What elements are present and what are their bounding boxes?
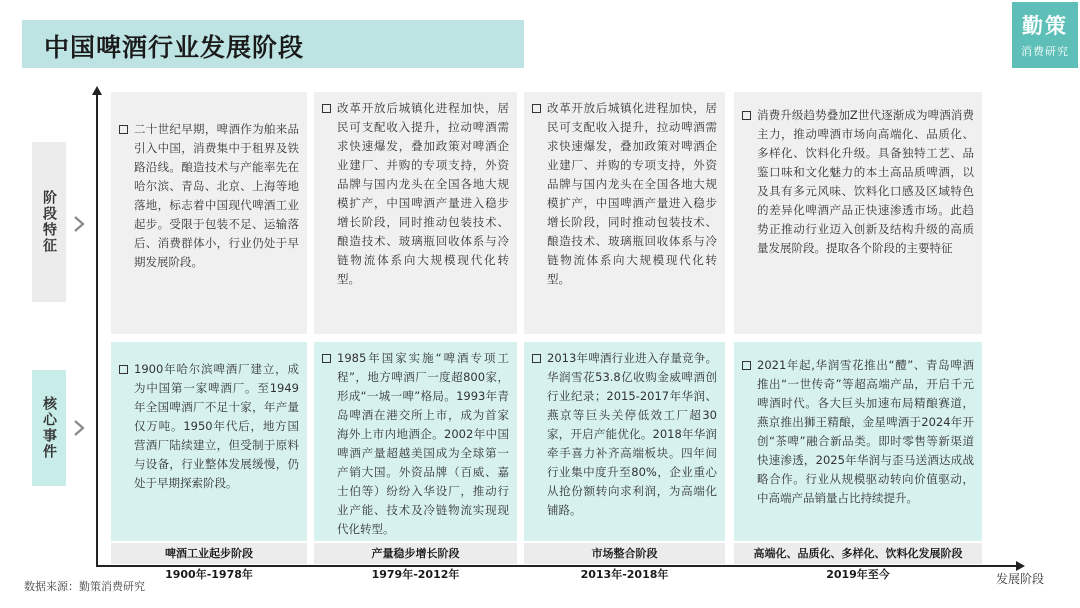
stage-name-3: 市场整合阶段 xyxy=(524,543,725,564)
stage-name-1: 啤酒工业起步阶段 xyxy=(111,543,307,564)
feature-text: 改革开放后城镇化进程加快，居民可支配收入提升，拉动啤酒需求快速爆发，叠加政策对啤酒企业建厂、并购的专项支持，外资品牌与国内龙头在全国各地大规模扩产，中国啤酒产量进入稳步增长阶段，同时推动包装技术、酿造技术、玻璃瓶回收体系与冷链物流体系向大规模现代化转型。 xyxy=(547,101,717,286)
checkbox-bullet-icon xyxy=(742,361,751,370)
event-text: 2021年起,华润雪花推出“醴”、青岛啤酒推出“一世传奇”等超高端产品，开启千元啤酒时代。各大巨头加速布局精酿赛道，燕京推出狮王精酿，金星啤酒于2024年开创“茶啤”融合新品类。即时零售等新渠道快速渗透，2025年华润与歪马送酒达成战略合作。行业从规模驱动转向价值驱动，中高端产品销量占比持续提升。 xyxy=(757,358,974,505)
feature-card-stage-1 xyxy=(111,92,307,334)
event-text: 1985年国家实施“啤酒专项工程”，地方啤酒厂一度超800家，形成“一城一啤”格局。1993年青岛啤酒在港交所上市，成为首家海外上市内地酒企。2002年中国啤酒产量超越美国成为全球第一产销大国。外资品牌（百威、嘉士伯等）纷纷入华设厂，推动行业产能、技术及冷链物流实现现代化转型。 xyxy=(337,351,509,536)
row-label-features: 阶段特征 xyxy=(32,142,66,302)
brand-logo xyxy=(1012,2,1078,68)
feature-text: 消费升级趋势叠加Z世代逐渐成为啤酒消费主力，推动啤酒市场向高端化、品质化、多样化、饮料化升级。具备独特工艺、品鉴口味和文化魅力的本土高品质啤酒，以及具有多元风味、饮料化口感及区域特色的差异化啤酒产品正快速渗透市场。此趋势正推动行业迈入创新及结构升级的高质量发展阶段。提取各个阶段的主要特征 xyxy=(757,108,974,255)
checkbox-bullet-icon xyxy=(532,354,541,363)
stage-period-2: 1979年-2012年 xyxy=(371,568,460,581)
event-card-stage-3 xyxy=(524,342,725,541)
checkbox-bullet-icon xyxy=(119,365,128,374)
event-card-stage-1 xyxy=(111,342,307,541)
logo-main-text: 勤策 xyxy=(1022,14,1068,38)
page-title: 中国啤酒行业发展阶段 xyxy=(44,33,305,62)
event-text: 2013年啤酒行业进入存量竞争。华润雪花53.8亿收购金威啤酒创行业纪录；2015-2017年华润、燕京等巨头关停低效工厂超30家，开启产能优化。2018年华润牵手喜力补齐高端板块。四年间行业集中度升至80%，企业重心从抢份额转向求利润，为高端化铺路。 xyxy=(547,351,717,517)
stage-period-4: 2019年至今 xyxy=(826,568,890,581)
feature-text: 改革开放后城镇化进程加快，居民可支配收入提升，拉动啤酒需求快速爆发，叠加政策对啤酒企业建厂、并购的专项支持，外资品牌与国内龙头在全国各地大规模扩产，中国啤酒产量进入稳步增长阶段，同时推动包装技术、酿造技术、玻璃瓶回收体系与冷链物流体系向大规模现代化转型。 xyxy=(337,101,509,286)
checkbox-bullet-icon xyxy=(322,104,331,113)
axis-label: 发展阶段 xyxy=(996,572,1045,586)
feature-card-stage-2 xyxy=(314,92,517,334)
feature-text: 二十世纪早期，啤酒作为舶来品引入中国，消费集中于租界及铁路沿线。酿造技术与产能率先在哈尔滨、青岛、北京、上海等地落地，标志着中国现代啤酒工业起步。受限于包装不足、运输落后、消费群体小，行业仍处于早期发展阶段。 xyxy=(134,122,299,269)
checkbox-bullet-icon xyxy=(742,111,751,120)
stage-period-3: 2013年-2018年 xyxy=(580,568,669,581)
title-banner xyxy=(22,20,524,68)
chevron-right-icon xyxy=(72,214,86,234)
checkbox-bullet-icon xyxy=(532,104,541,113)
row-label-events: 核心事件 xyxy=(32,370,66,486)
feature-card-stage-3 xyxy=(524,92,725,334)
stage-name-2: 产量稳步增长阶段 xyxy=(314,543,517,564)
vertical-axis xyxy=(96,92,98,566)
event-card-stage-2 xyxy=(314,342,517,541)
event-card-stage-4 xyxy=(734,342,982,541)
logo-sub-text: 消费研究 xyxy=(1021,45,1069,58)
data-source-note: 数据来源：勤策消费研究 xyxy=(24,580,145,593)
stage-name-4: 高端化、品质化、多样化、饮料化发展阶段 xyxy=(734,543,982,564)
stage-period-1: 1900年-1978年 xyxy=(165,568,253,581)
event-text: 1900年哈尔滨啤酒厂建立，成为中国第一家啤酒厂。至1949年全国啤酒厂不足十家，年产量仅万吨。1950年代后，地方国营酒厂陆续建立，但受制于原料与设备，行业整体发展缓慢，仍处于早期探索阶段。 xyxy=(134,362,299,490)
checkbox-bullet-icon xyxy=(119,125,128,134)
feature-card-stage-4 xyxy=(734,92,982,334)
checkbox-bullet-icon xyxy=(322,354,331,363)
chevron-right-icon xyxy=(72,418,86,438)
